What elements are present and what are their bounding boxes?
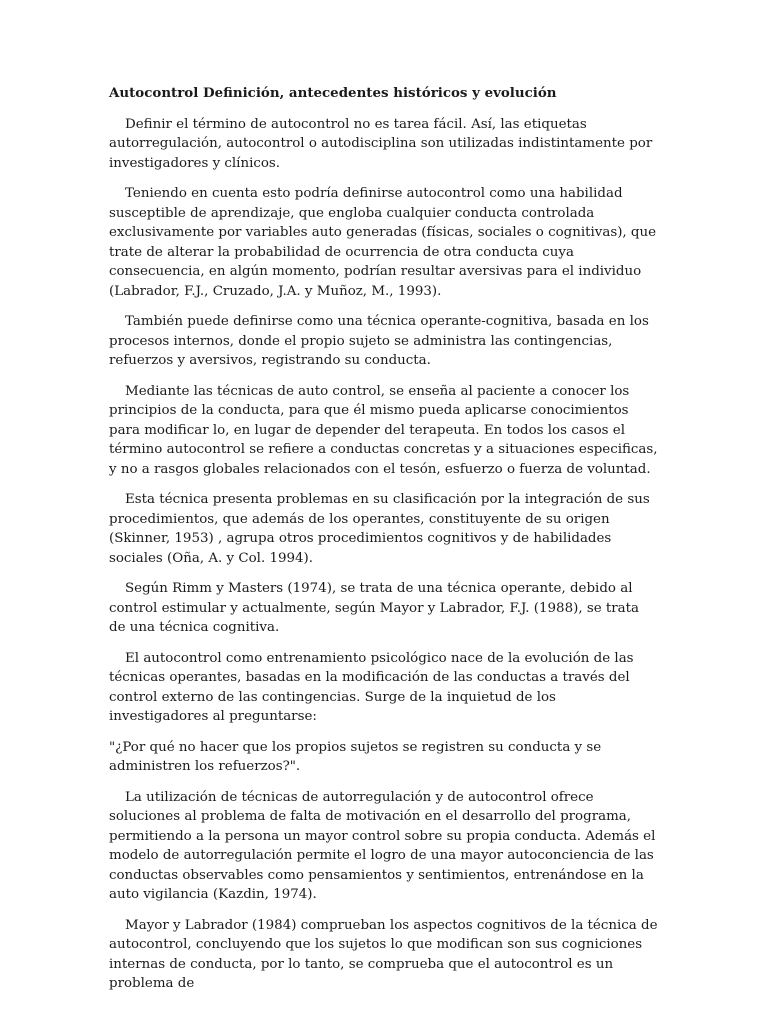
paragraph-5: Esta técnica presenta problemas en su clasificación por la integración de sus procedimientos, que además de los operantes, constituyente de su origen (Skinner, 1953) , agrupa otros procedimientos cognitivos y de habilidades sociales (Oña, A. y Col. 1994).: [109, 492, 650, 566]
paragraph-7: El autocontrol como entrenamiento psicológico nace de la evolución de las técnicas operantes, basadas en la modificación de las conductas a través del control externo de las contingencias. Surge de la inquietud de los investigadores al preguntarse:: [109, 650, 634, 724]
paragraph-4: Mediante las técnicas de auto control, se enseña al paciente a conocer los principios de la conducta, para que él mismo pueda aplicarse conocimientos para modificar lo, en lugar de depender del terapeuta. En todos los casos el término autocontrol se refiere a conductas concretas y a situaciones especificas, y no a rasgos globales relacionados con el tesón, esfuerzo o fuerza de voluntad.: [109, 383, 658, 477]
paragraph-3: También puede definirse como una técnica operante-cognitiva, basada en los procesos internos, donde el propio sujeto se administra las contingencias, refuerzos y aversivos, registrando su conducta.: [109, 314, 649, 368]
paragraph-10: Mayor y Labrador (1984) comprueban los aspectos cognitivos de la técnica de autocontrol, concluyendo que los sujetos lo que modifican son sus cogniciones internas de conducta, por lo tanto, se comprueba que el autocontrol es un problema de: [109, 917, 658, 991]
document-title: Autocontrol Definición, antecedentes históricos y evolución: [109, 85, 557, 101]
paragraph-9: La utilización de técnicas de autorregulación y de autocontrol ofrece soluciones al problema de falta de motivación en el desarrollo del programa, permitiendo a la persona un mayor control sobre su propia conducta. Además el modelo de autorregulación permite el logro de una mayor autoconciencia de las conductas observables como pensamientos y sentimientos, entrenándose en la auto vigilancia (Kazdin, 1974).: [109, 789, 656, 902]
paragraph-2: Teniendo en cuenta esto podría definirse autocontrol como una habilidad susceptible de aprendizaje, que engloba cualquier conducta controlada exclusivamente por variables auto generadas (físicas, sociales o cognitivas), que trate de alterar la probabilidad de ocurrencia de otra conducta cuya consecuencia, en algún momento, podrían resultar aversivas para el individuo (Labrador, F.J., Cruzado, J.A. y Muñoz, M., 1993).: [109, 186, 657, 299]
paragraph-6: Según Rimm y Masters (1974), se trata de una técnica operante, debido al control estimular y actualmente, según Mayor y Labrador, F.J. (1988), se trata de una técnica cognitiva.: [109, 581, 640, 635]
paragraph-1: Definir el término de autocontrol no es tarea fácil. Así, las etiquetas autorregulación, autocontrol o autodisciplina son utilizadas indistintamente por investigadores y clínicos.: [109, 116, 653, 171]
quote-paragraph: "¿Por qué no hacer que los propios sujetos se registren su conducta y se administren los refuerzos?".: [109, 739, 602, 774]
document-body: [109, 84, 659, 1005]
